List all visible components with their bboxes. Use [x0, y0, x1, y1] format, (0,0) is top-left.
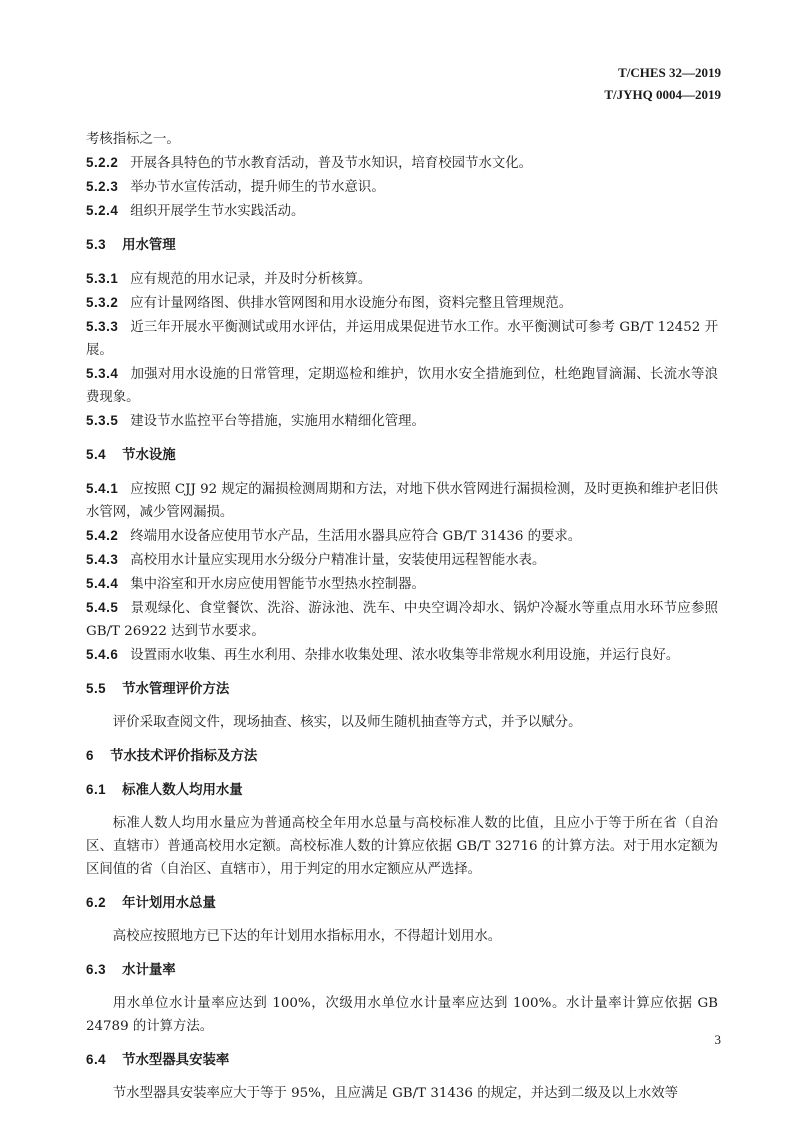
section-number: 5.4 [86, 447, 107, 462]
clause [86, 291, 718, 315]
clause-text: 组织开展学生节水实践活动。 [130, 204, 305, 219]
clause [86, 267, 718, 291]
section-number: 6.2 [86, 895, 107, 910]
chapter-heading-6 [86, 744, 718, 768]
section-title: 节水型器具安装率 [122, 1053, 230, 1068]
clause [86, 362, 718, 409]
chapter-number: 6 [86, 748, 94, 763]
clause-text: 近三年开展水平衡测试或用水评估，并运用成果促进节水工作。水平衡测试可参考 GB/T 12452 开展。 [86, 320, 718, 358]
continued-text: 考核指标之一。 [86, 132, 180, 147]
clause [86, 315, 718, 362]
paragraph: 高校应按照地方已下达的年计划用水指标用水，不得超计划用水。 [112, 929, 502, 944]
clause [86, 477, 718, 524]
chapter-title: 节水技术评价指标及方法 [109, 749, 258, 764]
section-title: 水计量率 [122, 963, 176, 978]
paragraph: 标准人数人均用水量应为普通高校全年用水总量与高校标准人数的比值，且应小于等于所在省（自治区、直辖市）普通高校用水定额。高校标准人数的计算应依据 GB/T 32716 的计算方法。对于用水定额为区间值的省（自治区、直辖市），用于判定的用水定额应从严选择。 [86, 816, 718, 877]
clause [86, 524, 718, 548]
clause-text: 加强对用水设施的日常管理，定期巡检和维护，饮用水安全措施到位，杜绝跑冒滴漏、长流水等浪费现象。 [86, 367, 718, 405]
clause-number: 5.4.3 [86, 552, 119, 567]
section-number: 6.1 [86, 782, 107, 797]
paragraph: 评价采取查阅文件，现场抽查、核实，以及师生随机抽查等方式，并予以赋分。 [112, 715, 582, 730]
clause-number: 5.2.3 [86, 179, 119, 194]
clause-number: 5.3.5 [86, 413, 119, 428]
section-title: 节水设施 [122, 448, 176, 463]
clause [86, 548, 718, 572]
standard-code-ches: T/CHES 32—2019 [618, 65, 721, 80]
section-title: 年计划用水总量 [122, 896, 216, 911]
clause [86, 596, 718, 643]
clauses-5-2 [86, 151, 718, 223]
standard-code-jyhq: T/JYHQ 0004—2019 [604, 87, 721, 102]
document-body [86, 128, 718, 1105]
section-heading-5-3 [86, 233, 718, 257]
clause [86, 572, 718, 596]
clause-text: 应有计量网络图、供排水管网图和用水设施分布图，资料完整且管理规范。 [130, 296, 573, 311]
section-title: 用水管理 [122, 238, 176, 253]
clause-text: 设置雨水收集、再生水利用、杂排水收集处理、浓水收集等非常规水利用设施，并运行良好。 [130, 648, 680, 663]
clause-number: 5.3.3 [86, 319, 119, 334]
clause-number: 5.3.1 [86, 271, 119, 286]
clause-number: 5.4.6 [86, 647, 119, 662]
clause-text: 建设节水监控平台等措施，实施用水精细化管理。 [130, 414, 425, 429]
section-heading-6-1 [86, 778, 718, 802]
section-heading-5-4 [86, 443, 718, 467]
clause-text: 应按照 CJJ 92 规定的漏损检测周期和方法，对地下供水管网进行漏损检测，及时更换和维护老旧供水管网，减少管网漏损。 [86, 482, 718, 520]
section-number: 6.3 [86, 962, 107, 977]
clause-number: 5.4.5 [86, 600, 119, 615]
clause-text: 应有规范的用水记录，并及时分析核算。 [130, 272, 372, 287]
section-number: 5.3 [86, 237, 107, 252]
clause-text: 开展各具特色的节水教育活动，普及节水知识，培育校园节水文化。 [130, 156, 533, 171]
clause-text: 举办节水宣传活动，提升师生的节水意识。 [130, 180, 385, 195]
section-title: 标准人数人均用水量 [122, 783, 243, 798]
clause-text: 终端用水设备应使用节水产品，生活用水器具应符合 GB/T 31436 的要求。 [130, 529, 582, 544]
page-number: 3 [714, 1032, 721, 1047]
clause [86, 199, 718, 223]
section-heading-6-4 [86, 1048, 718, 1072]
section-number: 5.5 [86, 681, 107, 696]
section-heading-6-3 [86, 958, 718, 982]
paragraph: 用水单位水计量率应达到 100%，次级用水单位水计量率应达到 100%。水计量率计算应依据 GB 24789 的计算方法。 [86, 996, 718, 1034]
clause-text: 集中浴室和开水房应使用智能节水型热水控制器。 [130, 577, 425, 592]
clause [86, 409, 718, 433]
clause-number: 5.2.2 [86, 155, 119, 170]
section-heading-5-5 [86, 677, 718, 701]
clause [86, 643, 718, 667]
clause [86, 175, 718, 199]
section-heading-6-2 [86, 891, 718, 915]
clause-number: 5.4.4 [86, 576, 119, 591]
clause-text: 景观绿化、食堂餐饮、洗浴、游泳池、洗车、中央空调冷却水、锅炉冷凝水等重点用水环节应参照 GB/T 26922 达到节水要求。 [86, 601, 718, 639]
clause-number: 5.2.4 [86, 203, 119, 218]
paragraph: 节水型器具安装率应大于等于 95%，且应满足 GB/T 31436 的规定，并达到二级及以上水效等 [112, 1086, 679, 1101]
clause-text: 高校用水计量应实现用水分级分户精准计量，安装使用远程智能水表。 [130, 553, 546, 568]
clause-number: 5.4.2 [86, 528, 119, 543]
clause-number: 5.3.2 [86, 295, 119, 310]
clause-number: 5.3.4 [86, 366, 119, 381]
clause [86, 151, 718, 175]
standard-header [604, 62, 721, 106]
clause-number: 5.4.1 [86, 481, 119, 496]
section-number: 6.4 [86, 1052, 107, 1067]
section-title: 节水管理评价方法 [122, 682, 230, 697]
